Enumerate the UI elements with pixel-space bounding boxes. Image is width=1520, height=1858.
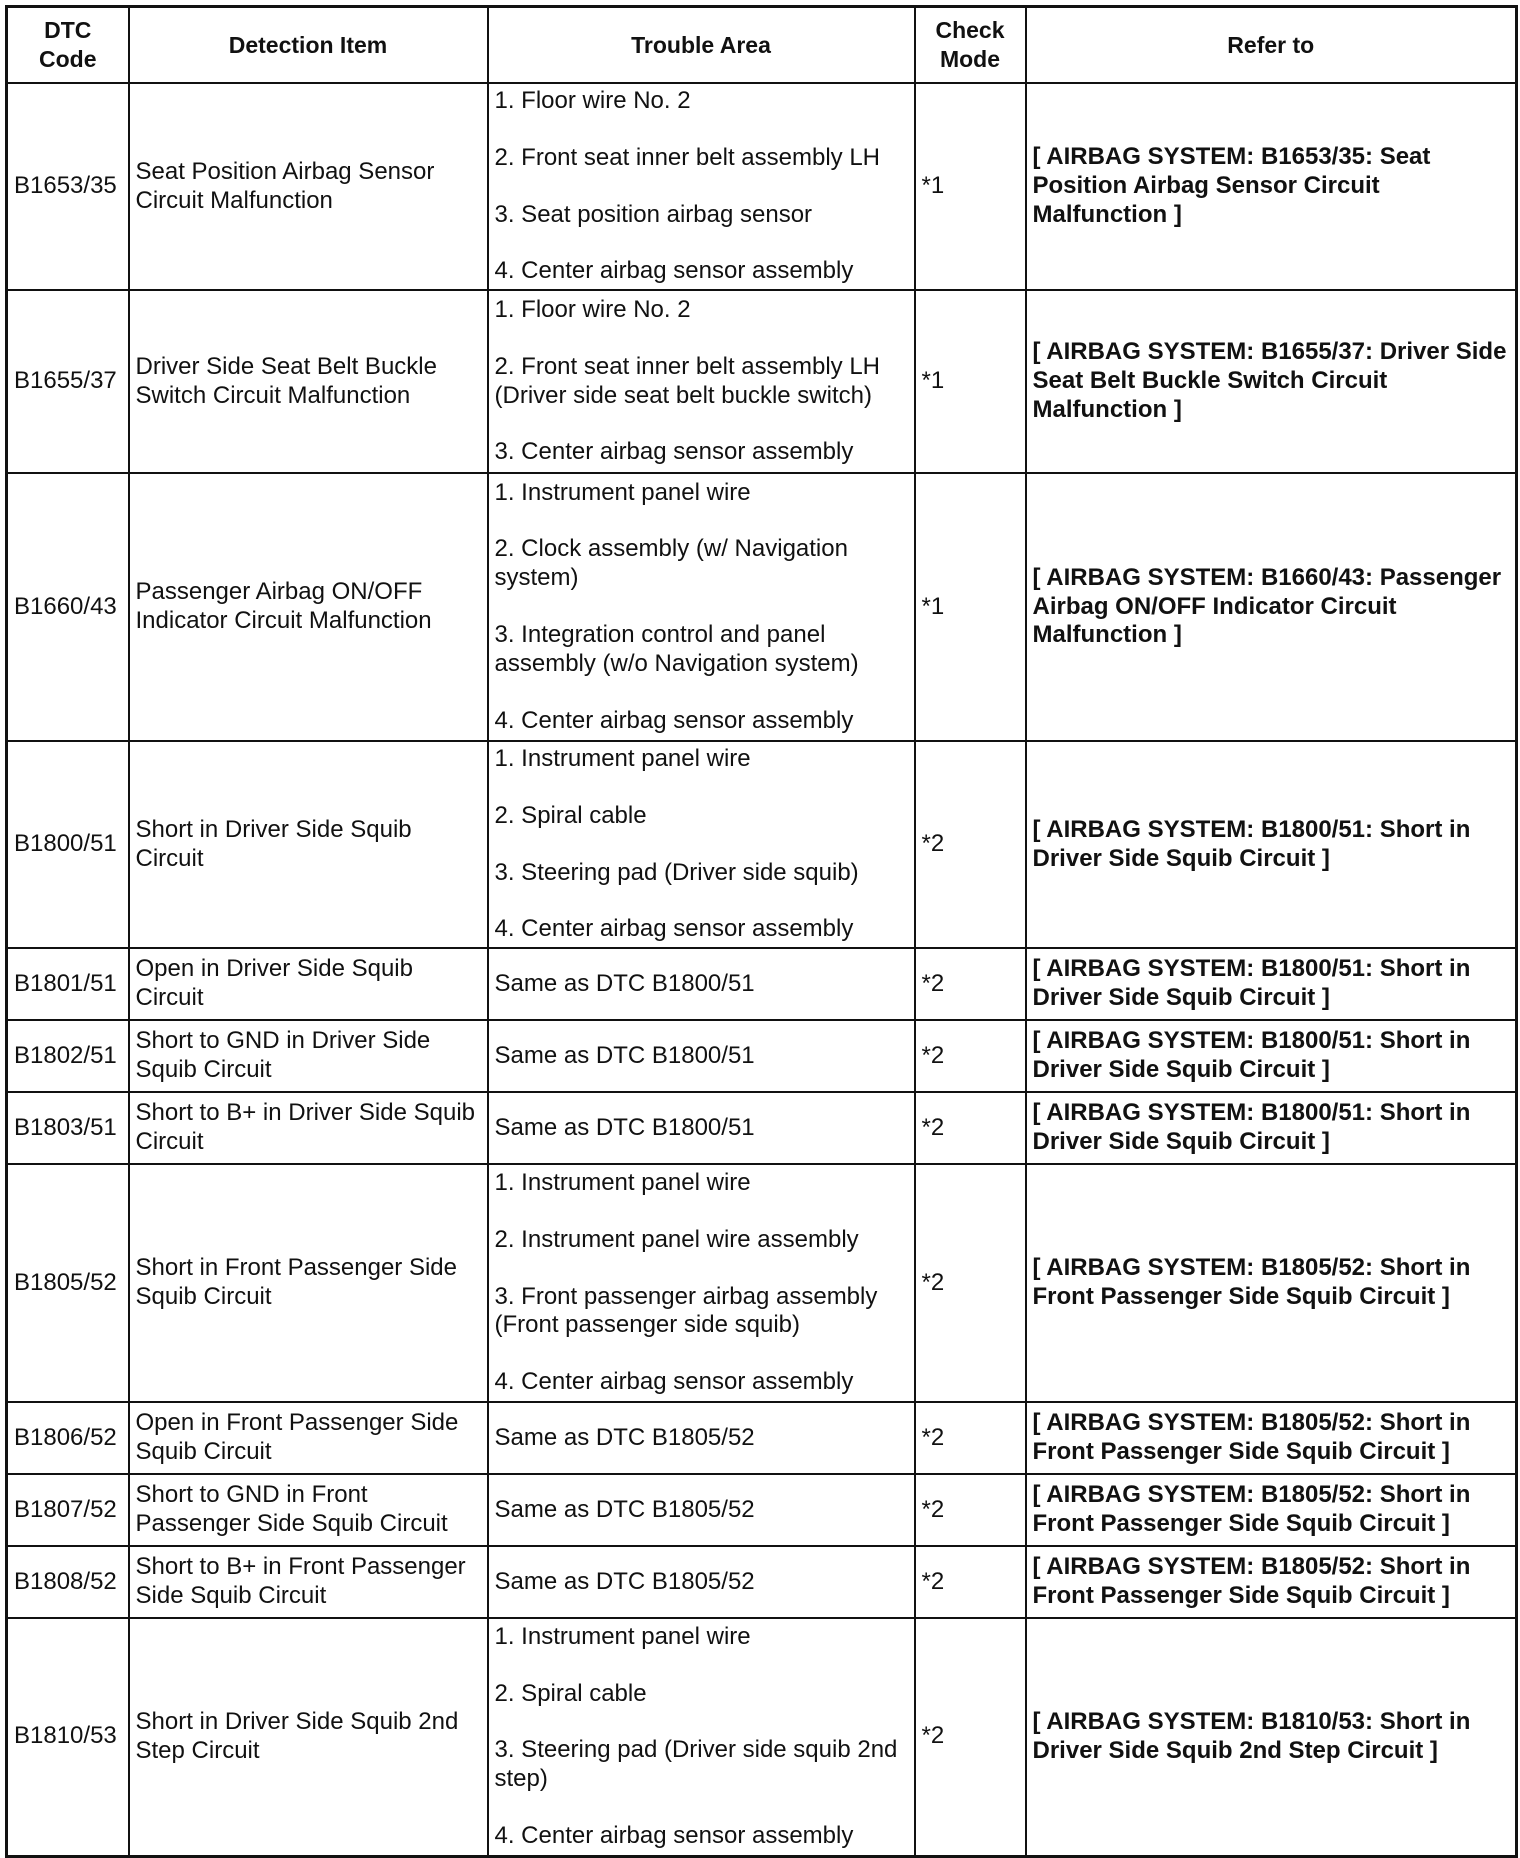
- trouble-area-item: 4. Center airbag sensor assembly: [494, 1368, 854, 1396]
- refer-to-link-text: [ AIRBAG SYSTEM: B1805/52: Short in Front Passenger Side Squib Circuit ]: [1026, 1164, 1517, 1402]
- trouble-area: [488, 1164, 915, 1402]
- dtc-code: B1802/51: [7, 1020, 129, 1092]
- trouble-area: [488, 1092, 915, 1164]
- trouble-area-item: 3. Integration control and panel assembly (w/o Navigation system): [494, 621, 859, 677]
- dtc-table: [5, 5, 1518, 1858]
- header-trouble-area: Trouble Area: [488, 7, 915, 84]
- detection-item: Open in Front Passenger Side Squib Circuit: [129, 1402, 488, 1474]
- dtc-code: B1653/35: [7, 83, 129, 290]
- trouble-area-item: 1. Instrument panel wire: [494, 1622, 751, 1650]
- detection-item: Driver Side Seat Belt Buckle Switch Circuit Malfunction: [129, 290, 488, 473]
- detection-item: Seat Position Airbag Sensor Circuit Malfunction: [129, 83, 488, 290]
- trouble-area-item: 4. Center airbag sensor assembly: [494, 706, 854, 734]
- check-mode: *2: [915, 1546, 1026, 1618]
- trouble-area-item: 2. Front seat inner belt assembly LH: [494, 143, 881, 171]
- check-mode: *2: [915, 741, 1026, 948]
- trouble-area: [488, 83, 915, 290]
- trouble-area-item: 3. Steering pad (Driver side squib 2nd step): [494, 1736, 898, 1793]
- detection-item: Short to B+ in Front Passenger Side Squib Circuit: [129, 1546, 488, 1618]
- trouble-area-item: Same as DTC B1800/51: [494, 969, 755, 997]
- check-mode: *2: [915, 1618, 1026, 1856]
- trouble-area: [488, 1618, 915, 1856]
- trouble-area-item: 1. Floor wire No. 2: [494, 295, 691, 323]
- trouble-area-item: 4. Center airbag sensor assembly: [494, 257, 854, 285]
- table-row: [7, 1020, 1517, 1092]
- trouble-area-item: 4. Center airbag sensor assembly: [494, 915, 854, 943]
- check-mode: *2: [915, 1020, 1026, 1092]
- table-row: [7, 473, 1517, 741]
- check-mode: *2: [915, 1402, 1026, 1474]
- trouble-area-item: 2. Clock assembly (w/ Navigation system): [494, 535, 848, 592]
- table-row: [7, 1474, 1517, 1546]
- trouble-area-item: Same as DTC B1805/52: [494, 1567, 755, 1595]
- dtc-code: B1807/52: [7, 1474, 129, 1546]
- refer-to-link-text: [ AIRBAG SYSTEM: B1805/52: Short in Front Passenger Side Squib Circuit ]: [1026, 1546, 1517, 1618]
- trouble-area-item: Same as DTC B1805/52: [494, 1423, 755, 1451]
- check-mode: *2: [915, 1474, 1026, 1546]
- detection-item: Short in Driver Side Squib 2nd Step Circuit: [129, 1618, 488, 1856]
- header-detection-item: Detection Item: [129, 7, 488, 84]
- trouble-area-item: 1. Instrument panel wire: [494, 478, 751, 506]
- trouble-area-item: 1. Instrument panel wire: [494, 1169, 751, 1196]
- table-row: [7, 948, 1517, 1020]
- detection-item: Short in Front Passenger Side Squib Circuit: [129, 1164, 488, 1402]
- detection-item: Short to GND in Front Passenger Side Squib Circuit: [129, 1474, 488, 1546]
- dtc-code: B1655/37: [7, 290, 129, 473]
- trouble-area-item: 3. Front passenger airbag assembly (Front passenger side squib): [494, 1282, 878, 1339]
- trouble-area-item: 2. Spiral cable: [494, 801, 647, 829]
- check-mode: *1: [915, 473, 1026, 741]
- dtc-code: B1810/53: [7, 1618, 129, 1856]
- table-row: [7, 1092, 1517, 1164]
- trouble-area-item: 4. Center airbag sensor assembly: [494, 1821, 854, 1849]
- refer-to-link-text: [ AIRBAG SYSTEM: B1800/51: Short in Driver Side Squib Circuit ]: [1026, 1092, 1517, 1164]
- table-row: [7, 741, 1517, 948]
- trouble-area: [488, 1546, 915, 1618]
- trouble-area-item: 1. Floor wire No. 2: [494, 86, 691, 114]
- refer-to-link-text: [ AIRBAG SYSTEM: B1810/53: Short in Driver Side Squib 2nd Step Circuit ]: [1026, 1618, 1517, 1856]
- detection-item: Short in Driver Side Squib Circuit: [129, 741, 488, 948]
- table-row: [7, 290, 1517, 473]
- table-row: [7, 1402, 1517, 1474]
- dtc-table-body: [7, 83, 1517, 1856]
- detection-item: Short to B+ in Driver Side Squib Circuit: [129, 1092, 488, 1164]
- refer-to-link-text: [ AIRBAG SYSTEM: B1800/51: Short in Driver Side Squib Circuit ]: [1026, 1020, 1517, 1092]
- table-row: [7, 1618, 1517, 1856]
- check-mode: *2: [915, 1164, 1026, 1402]
- check-mode: *1: [915, 83, 1026, 290]
- dtc-code: B1803/51: [7, 1092, 129, 1164]
- trouble-area-item: 2. Instrument panel wire assembly: [494, 1225, 859, 1253]
- trouble-area: [488, 473, 915, 741]
- refer-to-link-text: [ AIRBAG SYSTEM: B1655/37: Driver Side Seat Belt Buckle Switch Circuit Malfunction ]: [1026, 290, 1517, 473]
- dtc-code: B1808/52: [7, 1546, 129, 1618]
- refer-to-link-text: [ AIRBAG SYSTEM: B1800/51: Short in Driver Side Squib Circuit ]: [1026, 741, 1517, 948]
- refer-to-link-text: [ AIRBAG SYSTEM: B1660/43: Passenger Airbag ON/OFF Indicator Circuit Malfunction ]: [1026, 473, 1517, 741]
- trouble-area-item: 3. Center airbag sensor assembly: [494, 438, 854, 466]
- check-mode: *1: [915, 290, 1026, 473]
- check-mode: *2: [915, 948, 1026, 1020]
- table-row: [7, 1164, 1517, 1402]
- trouble-area-item: Same as DTC B1800/51: [494, 1113, 755, 1141]
- detection-item: Short to GND in Driver Side Squib Circuit: [129, 1020, 488, 1092]
- trouble-area: [488, 741, 915, 948]
- trouble-area-item: Same as DTC B1805/52: [494, 1495, 755, 1523]
- trouble-area: [488, 1402, 915, 1474]
- header-row: [7, 7, 1517, 84]
- trouble-area-item: 2. Spiral cable: [494, 1679, 647, 1707]
- refer-to-link-text: [ AIRBAG SYSTEM: B1805/52: Short in Front Passenger Side Squib Circuit ]: [1026, 1402, 1517, 1474]
- dtc-code: B1800/51: [7, 741, 129, 948]
- dtc-code: B1805/52: [7, 1164, 129, 1402]
- dtc-code: B1806/52: [7, 1402, 129, 1474]
- detection-item: Open in Driver Side Squib Circuit: [129, 948, 488, 1020]
- trouble-area-item: 1. Instrument panel wire: [494, 744, 751, 772]
- trouble-area: [488, 948, 915, 1020]
- check-mode: *2: [915, 1092, 1026, 1164]
- trouble-area-item: Same as DTC B1800/51: [494, 1041, 755, 1069]
- trouble-area-item: 3. Steering pad (Driver side squib): [494, 858, 859, 886]
- refer-to-link-text: [ AIRBAG SYSTEM: B1800/51: Short in Driver Side Squib Circuit ]: [1026, 948, 1517, 1020]
- detection-item: Passenger Airbag ON/OFF Indicator Circuit Malfunction: [129, 473, 488, 741]
- trouble-area: [488, 290, 915, 473]
- dtc-code: B1660/43: [7, 473, 129, 741]
- header-dtc-code: DTC Code: [7, 7, 129, 84]
- table-row: [7, 1546, 1517, 1618]
- trouble-area: [488, 1474, 915, 1546]
- header-check-mode: Check Mode: [915, 7, 1026, 84]
- table-row: [7, 83, 1517, 290]
- refer-to-link-text: [ AIRBAG SYSTEM: B1805/52: Short in Front Passenger Side Squib Circuit ]: [1026, 1474, 1517, 1546]
- trouble-area: [488, 1020, 915, 1092]
- trouble-area-item: 2. Front seat inner belt assembly LH (Driver side seat belt buckle switch): [494, 352, 881, 409]
- dtc-code: B1801/51: [7, 948, 129, 1020]
- header-refer-to: Refer to: [1026, 7, 1517, 84]
- trouble-area-item: 3. Seat position airbag sensor: [494, 200, 813, 228]
- refer-to-link-text: [ AIRBAG SYSTEM: B1653/35: Seat Position Airbag Sensor Circuit Malfunction ]: [1026, 83, 1517, 290]
